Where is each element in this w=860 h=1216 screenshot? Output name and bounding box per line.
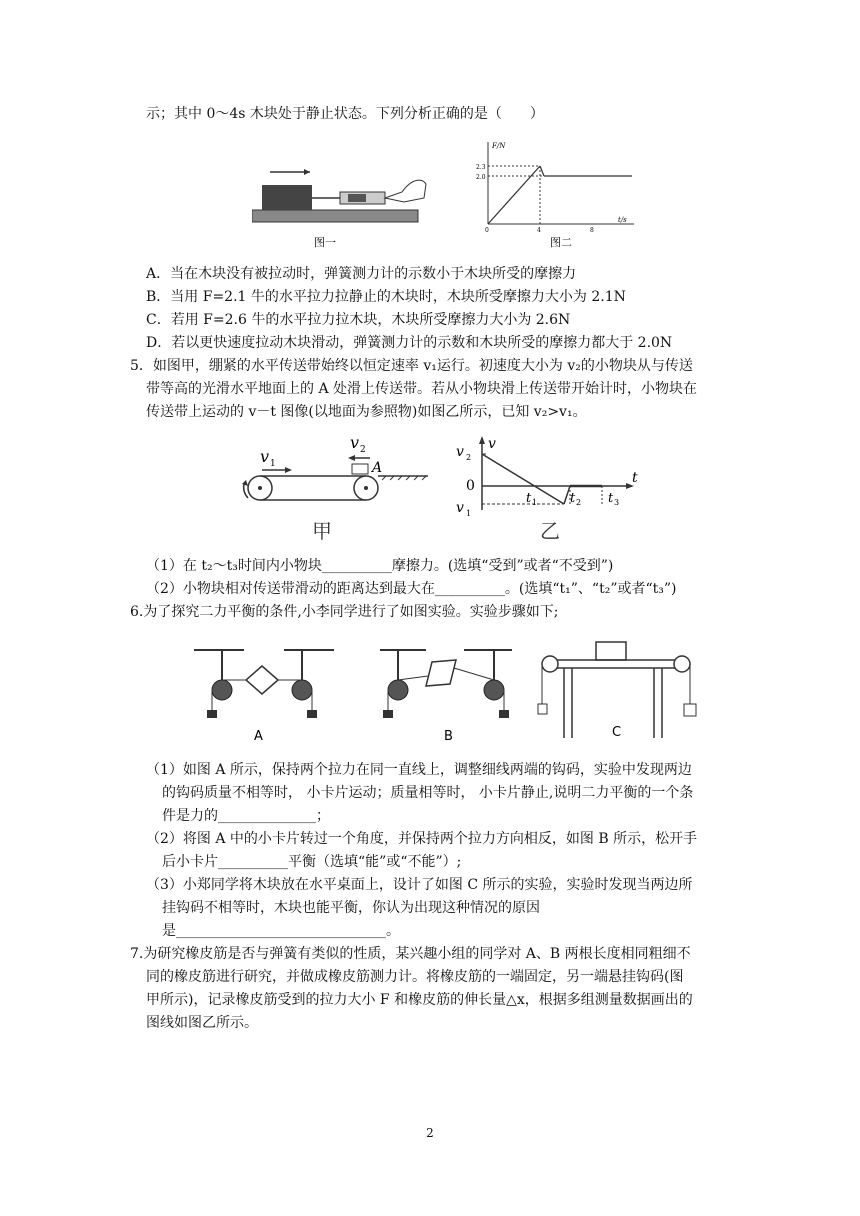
q5-line-1: 5．如图甲，绷紧的水平传送带始终以恒定速率 v₁运行。初速度大小为 v₂的小物块从与传送: [130, 358, 693, 374]
svg-text:v: v: [456, 500, 464, 516]
fig2-label: 图二: [550, 236, 572, 249]
fig-jia-label: 甲: [312, 519, 332, 543]
q6-figure-a: [188, 644, 338, 740]
q6-part2-line2: 后小卡片__________平衡（选填“能”或“不能”）;: [162, 854, 462, 870]
q6-figure-b: [376, 644, 526, 740]
svg-text:v: v: [260, 447, 270, 466]
fig1-label: 图一: [314, 236, 336, 249]
q4-figure-2-graph: [474, 136, 644, 250]
svg-text:2: 2: [466, 453, 472, 462]
q7-line-3: 甲所示)，记录橡皮筋受到的拉力大小 F 和橡皮筋的伸长量△x，根据多组测量数据画出的: [146, 992, 693, 1008]
q6-part3-line2: 挂钩码不相等时，木块也能平衡，你认为出现这种情况的原因: [162, 900, 540, 916]
svg-text:v: v: [488, 436, 496, 452]
q5-sub-question-2: （2）小物块相对传送带滑动的距离达到最大在__________。(选填“t₁”、“t₂”或者“t₃”): [146, 581, 677, 597]
svg-text:t: t: [570, 491, 576, 506]
svg-text:1: 1: [532, 498, 538, 507]
label-a: A: [254, 729, 263, 740]
q5-figure-jia: [232, 434, 432, 546]
q4-option-c: C．若用 F=2.6 牛的水平拉力拉木块，木块所受摩擦力大小为 2.6N: [146, 312, 571, 328]
xtick-0: 0: [485, 227, 489, 234]
q6-part3-line1: （3）小郑同学将木块放在水平桌面上，设计了如图 C 所示的实验，实验时发现当两边所: [146, 877, 693, 893]
svg-text:2: 2: [360, 445, 366, 455]
ytick-2.3: 2.3: [476, 164, 486, 171]
svg-text:t: t: [526, 491, 532, 506]
svg-text:0: 0: [466, 478, 475, 494]
svg-text:t: t: [632, 470, 638, 486]
fig-yi-label: 乙: [540, 519, 560, 543]
q6-part1-line2: 的钩码质量不相等时， 小卡片运动；质量相等时， 小卡片静止,说明二力平衡的一个条: [162, 785, 694, 801]
ytick-2.0: 2.0: [476, 174, 486, 181]
svg-text:1: 1: [270, 459, 276, 469]
svg-text:t/s: t/s: [618, 216, 627, 224]
q6-figure-c: [536, 636, 706, 740]
q4-option-b: B．当用 F=2.1 牛的水平拉力拉静止的木块时，木块所受摩擦力大小为 2.1N: [146, 289, 626, 305]
q6-part1-line1: （1）如图 A 所示，保持两个拉力在同一直线上，调整细线两端的钩码，实验中发现两边: [146, 762, 692, 778]
svg-text:3: 3: [614, 498, 620, 507]
svg-text:t: t: [608, 491, 614, 506]
label-c: C: [612, 725, 622, 740]
q4-option-a: A．当在木块没有被拉动时，弹簧测力计的示数小于木块所受的摩擦力: [146, 266, 577, 282]
q5-line-3: 传送带上运动的 v－t 图像(以地面为参照物)如图乙所示，已知 v₂>v₁。: [146, 404, 587, 420]
svg-text:v: v: [350, 434, 360, 452]
q5-sub-question-1: （1）在 t₂～t₃时间内小物块__________摩擦力。(选填“受到”或者“不受到”): [146, 558, 614, 574]
q5-figure-yi-graph: [452, 434, 652, 546]
svg-text:A: A: [372, 460, 383, 476]
page-number: 2: [426, 1126, 434, 1140]
svg-text:v: v: [456, 444, 464, 460]
q5-line-2: 带等高的光滑水平地面上的 A 处滑上传送带。若从小物块滑上传送带开始计时，小物块在: [146, 381, 698, 397]
svg-text:1: 1: [466, 509, 472, 518]
q4-stem-tail: 示；其中 0～4s 木块处于静止状态。下列分析正确的是（ ）: [146, 106, 544, 122]
q4-figure-1: [252, 158, 432, 250]
q6-part2-line1: （2）将图 A 中的小卡片转过一个角度，并保持两个拉力方向相反，如图 B 所示，松开手: [146, 831, 698, 847]
q7-line-2: 同的橡皮筋进行研究，并做成橡皮筋测力计。将橡皮筋的一端固定，另一端悬挂钩码(图: [146, 969, 684, 985]
q4-option-d: D．若以更快速度拉动木块滑动，弹簧测力计的示数和木块所受的摩擦力都大于 2.0N: [146, 335, 673, 351]
svg-text:2: 2: [576, 498, 582, 507]
q6-part1-line3: 件是力的______________；: [162, 808, 330, 824]
xtick-4: 4: [537, 227, 541, 234]
q7-line-1: 7.为研究橡皮筋是否与弹簧有类似的性质，某兴趣小组的同学对 A、B 两根长度相同粗细不: [130, 946, 691, 962]
svg-text:F/N: F/N: [492, 142, 506, 150]
xtick-8: 8: [590, 227, 594, 234]
q7-line-4: 图线如图乙所示。: [146, 1015, 258, 1031]
q6-stem: 6.为了探究二力平衡的条件,小李同学进行了如图实验。实验步骤如下;: [130, 604, 559, 620]
label-b: B: [444, 729, 453, 740]
q6-part3-line3: 是______________________________。: [162, 923, 400, 939]
